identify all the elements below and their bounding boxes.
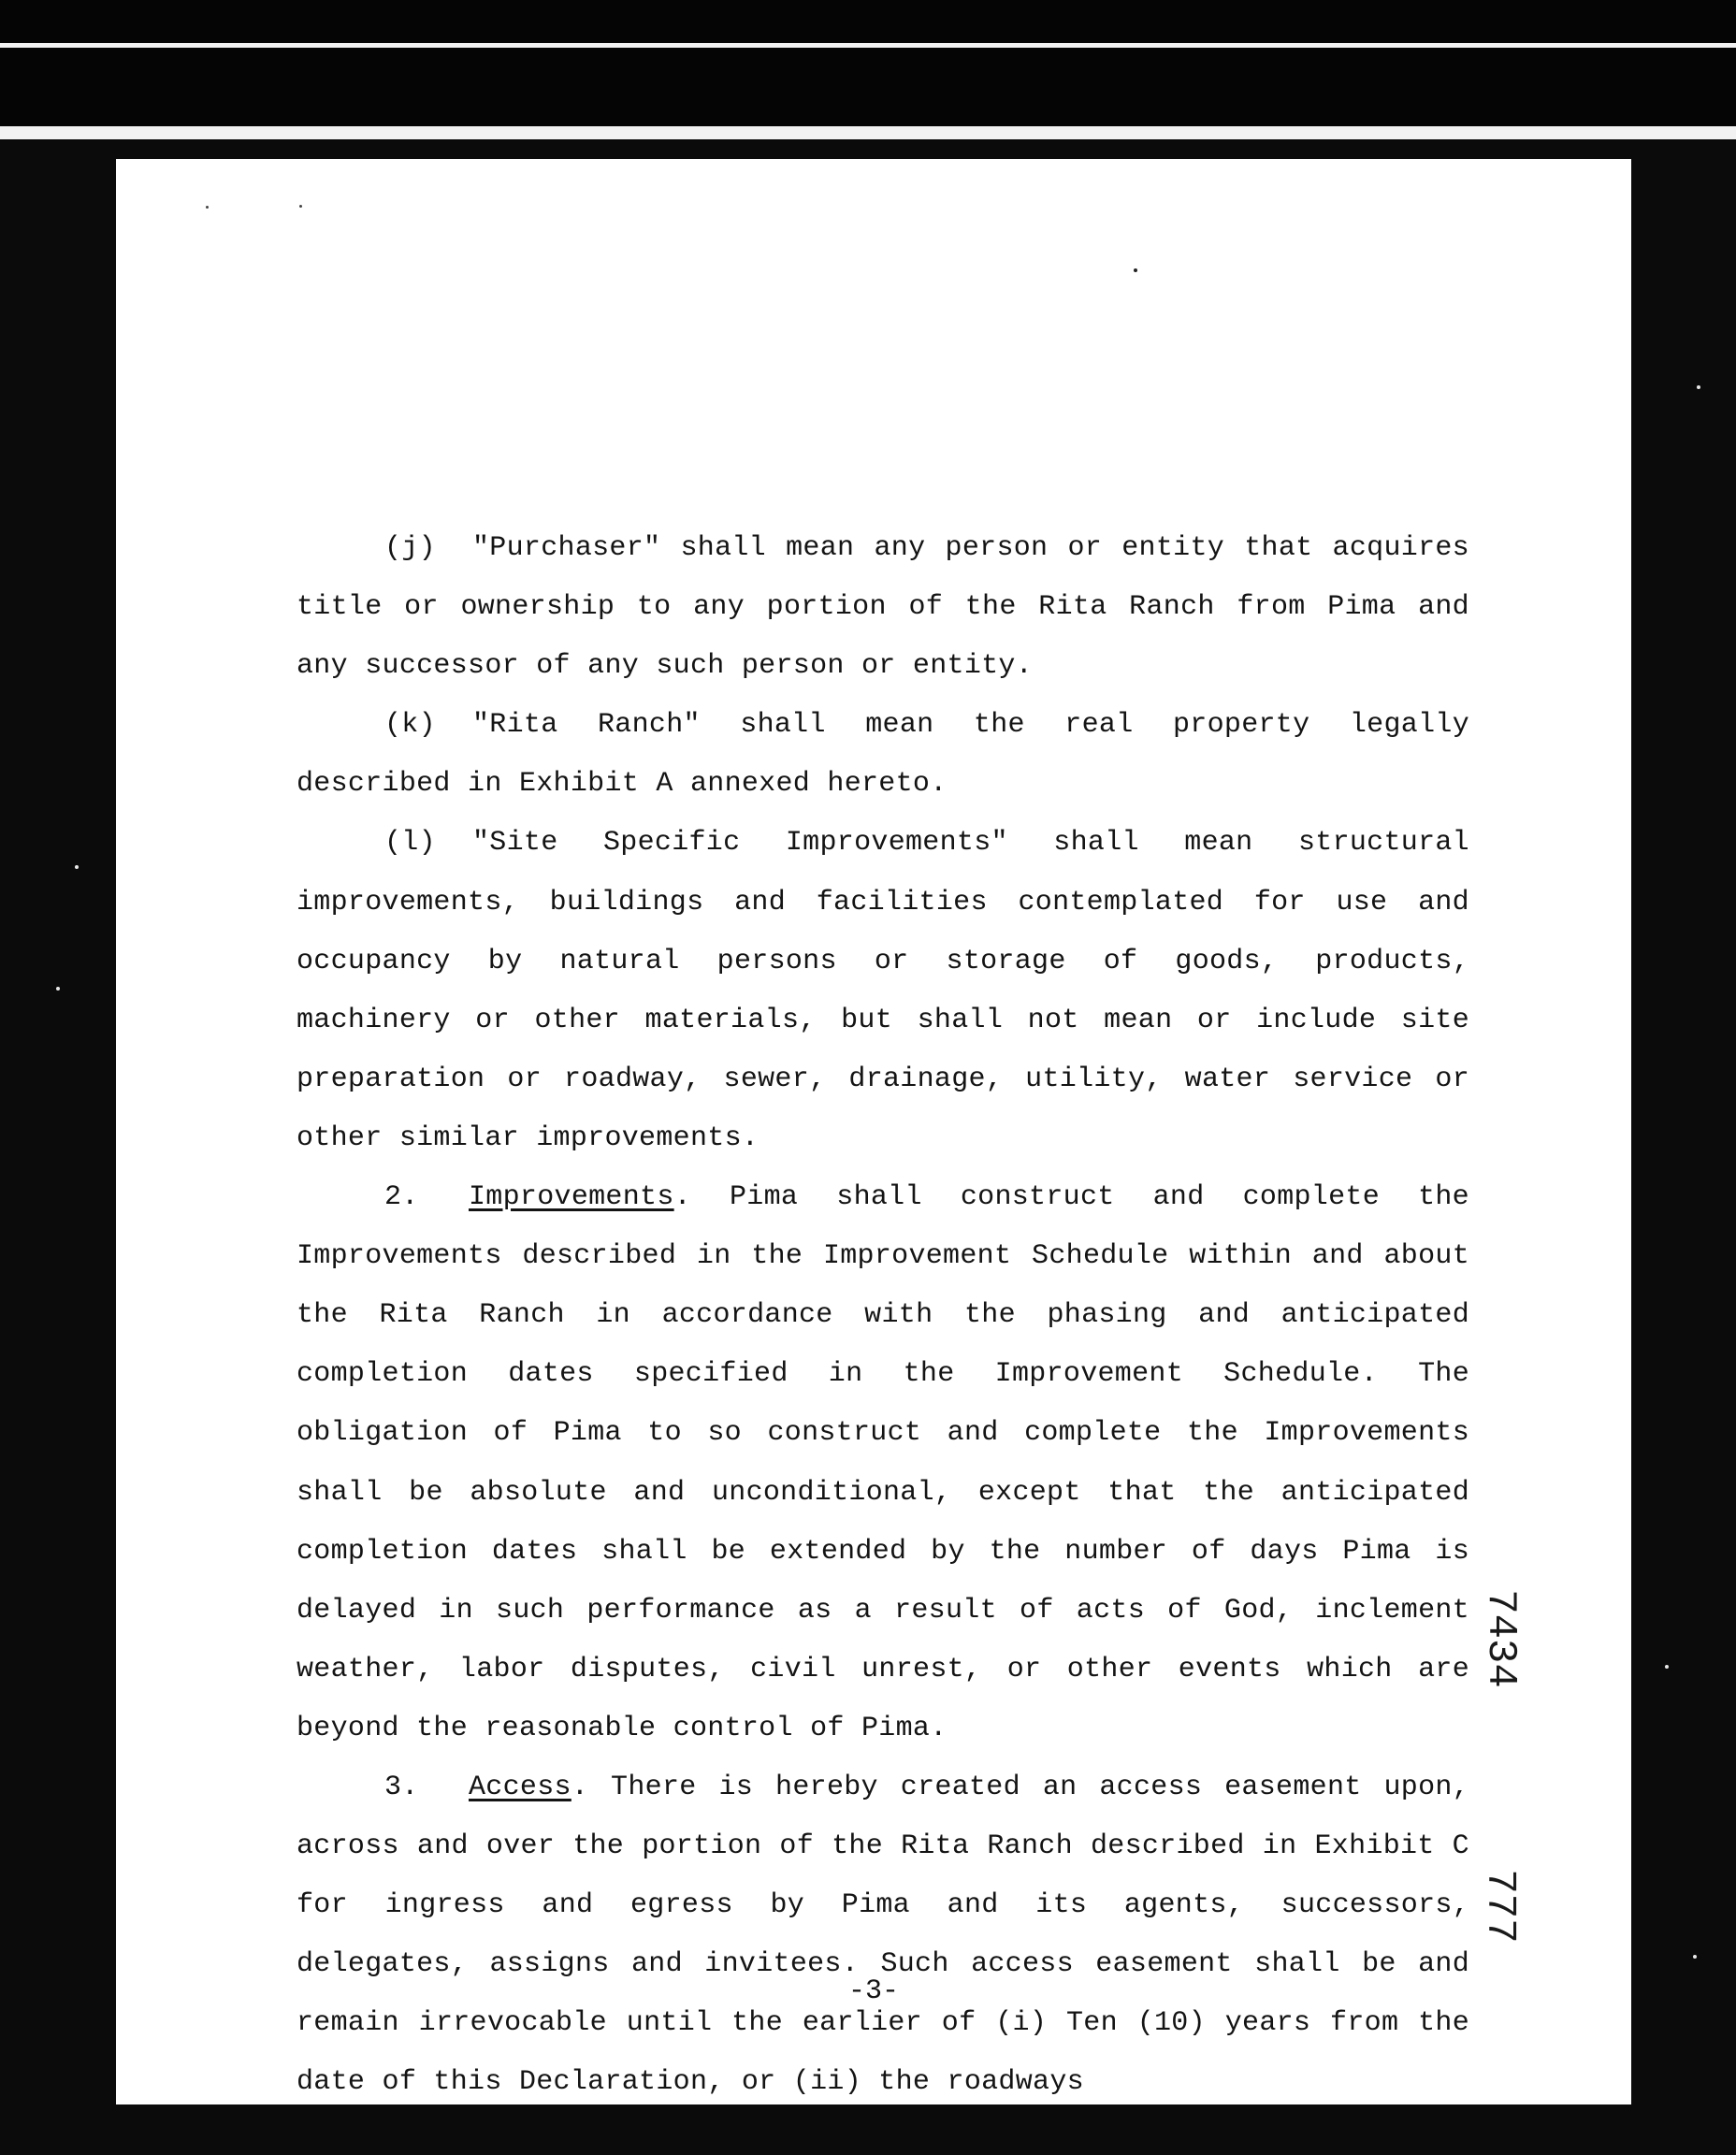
recording-page-number: 777 [1477,1869,1524,1944]
scan-speck [1697,385,1700,389]
scan-speck [75,865,79,869]
section-number: 3. [384,1771,419,1803]
definition-paragraph-j [297,519,1469,696]
paragraph-label: (j) [384,532,436,564]
document-page [116,159,1631,2104]
recording-book-number: 7434 [1477,1589,1524,1688]
scan-speck [1665,1665,1669,1669]
section-access [297,1758,1469,2113]
scan-speck [1693,1955,1697,1959]
section-text: . Pima shall construct and complete the Improvements described in the Improvement Schedule within and about the Rita Ranch in accordance with the phasing and anticipated completion dates specified in the Improvement Schedule. The obligation of Pima to so construct and complete the Improvements shall be absolute and unconditional, except that the anticipated completion dates shall be extended by the number of days Pima is delayed in such performance as a result of acts of God, inclement weather, labor disputes, civil unrest, or other events which are beyond the reasonable control of Pima. [297,1181,1469,1744]
page-speck [299,205,302,208]
section-heading: Access [469,1771,571,1803]
scan-top-band [0,0,1736,140]
section-text: . There is hereby created an access easement upon, across and over the portion of the Rita Ranch described in Exhibit C for ingress and egress by Pima and its agents, successors, delegates, assigns and invitees. Such access easement shall be and remain irrevocable until the earlier of (i) Ten (10) years from the date of this Declaration, or (ii) the roadways [297,1771,1469,2099]
paragraph-label: (l) [384,827,436,860]
document-body [297,519,1469,2113]
definition-paragraph-k [297,696,1469,814]
paragraph-text: "Site Specific Improvements" shall mean structural improvements, buildings and facilities contemplated for use and occupancy by natural persons or storage of goods, products, machinery or other materials, but shall not mean or include site preparation or roadway, sewer, drainage, utility, water service or other similar improvements. [297,827,1469,1154]
section-improvements [297,1168,1469,1758]
section-number: 2. [384,1181,419,1214]
scan-line [0,43,1736,48]
scan-speck [56,987,60,991]
paragraph-text: "Rita Ranch" shall mean the real property legally described in Exhibit A annexed hereto. [297,709,1469,801]
paragraph-label: (k) [384,709,436,742]
scan-line [0,126,1736,139]
paragraph-text: "Purchaser" shall mean any person or entity that acquires title or ownership to any portion of the Rita Ranch from Pima and any successor of any such person or entity. [297,532,1469,683]
definition-paragraph-l [297,814,1469,1168]
page-speck [206,206,209,209]
section-heading: Improvements [469,1181,674,1214]
page-speck [1134,268,1137,272]
page-number: -3- [847,1975,899,2007]
recording-stamp [1472,1589,1528,1944]
